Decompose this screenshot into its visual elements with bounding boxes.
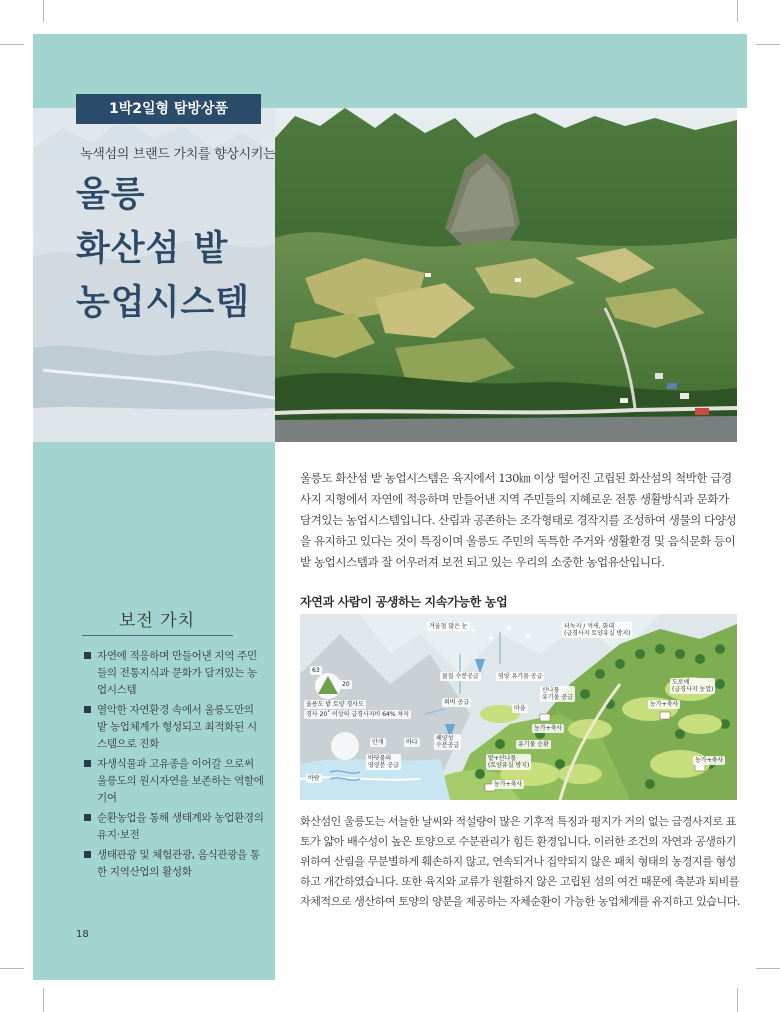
- crop-mark: [737, 0, 738, 22]
- title-line: 화산섬 밭: [76, 229, 229, 269]
- label-legend-title: 울릉도 밭 토양 경사도: [306, 701, 364, 708]
- label-fog: 안개: [372, 739, 384, 746]
- list-item-text: 생태관광 및 체험관광, 음식관광을 통한 지역산업의 활성화: [97, 849, 260, 878]
- infographic-heading: 자연과 사람이 공생하는 지속가능한 농업: [300, 595, 508, 609]
- label-seaside: 영양 유기물 공급: [498, 673, 543, 680]
- crop-mark: [43, 988, 44, 1012]
- tour-type-tag: 1박2일형 탐방상품: [76, 94, 261, 124]
- crop-mark: [756, 44, 780, 45]
- label-slope-farm: 밭+산나물 (토양유실 방지): [488, 755, 530, 769]
- label-water: 물질 수분공급: [442, 673, 479, 680]
- list-item: [84, 648, 264, 699]
- list-item-text: 순환농업을 통해 생태계와 농업환경의 유지·보전: [97, 812, 264, 841]
- crop-mark: [43, 0, 44, 22]
- environment-paragraph: 화산섬인 울릉도는 서늘한 날씨와 적설량이 많은 기후적 특징과 평지가 거의 없는 급경사지로 표토가 얇아 배수성이 높은 토양으로 수분관리가 힘든 환경입니다. 이러한 조건의 자연과 공생하기 위하여 산림을 무분별하게 훼손하지 않고, 연속되거나 집약되지 않은 패치 형태의 농경지를 형성하고 개간하였습니다. 또한 육지와 교류가 원활하지 않은 고립된 섬의 여건 때문에 축분과 퇴비를 자체적으로 생산하여 토양의 양분을 제공하는 자체순환이 가능한 농업체계를 유지하고 있습니다.: [300, 815, 741, 908]
- label-cycle: 농가+축사: [650, 701, 679, 708]
- square-bullet-icon: [84, 814, 91, 821]
- label-snow: 겨울철 많은 눈: [429, 623, 468, 630]
- list-item: [84, 702, 264, 753]
- list-item: [84, 847, 264, 881]
- title-line: 울릉: [76, 175, 146, 215]
- list-item-text: 열악한 자연환경 속에서 울릉도만의 밭 농업체계가 형성되고 최적화된 시스템으로 진화: [97, 704, 257, 750]
- label-farm-house-1: 농가+축사: [534, 725, 563, 732]
- crop-mark: [0, 44, 24, 45]
- square-bullet-icon: [84, 652, 91, 659]
- agriculture-cycle-infographic: [300, 614, 737, 800]
- crop-mark: [756, 968, 780, 969]
- list-item-text: 자연에 적응하며 만들어낸 지역 주민들의 전통지식과 문화가 담겨있는 농업시스템: [97, 650, 257, 696]
- label-farm-house-3: 농가+축사: [494, 781, 523, 788]
- label-sea: 바다: [406, 739, 418, 746]
- label-compost: 퇴비 공급: [444, 699, 470, 706]
- label-wind: 바람: [308, 775, 320, 782]
- label-forest: 산나물 유기물 공급: [542, 687, 573, 701]
- preservation-title: 보전 가치: [118, 611, 196, 631]
- label-nutrients: 바닷물의 영양분 공급: [368, 755, 399, 769]
- preservation-list: [84, 648, 264, 884]
- list-item: [84, 810, 264, 844]
- label-legend-high: 63: [312, 667, 320, 674]
- label-road: 도로에 (급경사지 농업): [672, 679, 714, 693]
- label-village: 마을: [514, 705, 526, 712]
- page-title: [76, 168, 250, 330]
- square-bullet-icon: [84, 760, 91, 767]
- page-number: 18: [76, 929, 89, 940]
- label-legend-note: 경사 20˚ 이상의 급경사지비 64% 차지: [306, 711, 410, 718]
- label-humid: 해양성 수분공급: [436, 735, 460, 749]
- crop-mark: [0, 968, 24, 969]
- title-line: 농업시스템: [76, 283, 251, 323]
- intro-paragraph: 울릉도 화산섬 밭 농업시스템은 육지에서 130㎞ 이상 떨어진 고립된 화산섬의 척박한 급경사지 지형에서 자연에 적응하며 만들어낸 지역 주민들의 지혜로운 전통 생활방식과 문화가 담겨있는 농업시스템입니다. 산림과 공존하는 조각형태로 경작지를 조성하여 생물의 다양성을 유지하고 있다는 것이 특징이며 울릉도 주민의 독특한 주거와 생활환경 및 음식문화 등이 밭 농업시스템과 잘 어우러져 보전 되고 있는 우리의 소중한 농업유산입니다.: [300, 471, 737, 569]
- preservation-divider: [82, 635, 233, 636]
- list-item-text: 자생식물과 고유종을 이어갈 으로써 울릉도의 원시자연을 보존하는 역할에 기여: [97, 758, 264, 804]
- label-farm-house-2: 농가+축사: [695, 757, 724, 764]
- crop-mark: [737, 988, 738, 1012]
- label-legend-low: 20: [342, 681, 350, 688]
- label-valley: 터녹지 / 억새, 화대 (급경사지 토양유실 방지): [564, 623, 631, 637]
- list-item: [84, 756, 264, 807]
- square-bullet-icon: [84, 706, 91, 713]
- square-bullet-icon: [84, 851, 91, 858]
- page-subtitle: 녹색섬의 브랜드 가치를 향상시키는: [80, 147, 276, 162]
- label-hill: 유기물 순환: [518, 741, 549, 748]
- hero-landscape-photo: [275, 108, 737, 442]
